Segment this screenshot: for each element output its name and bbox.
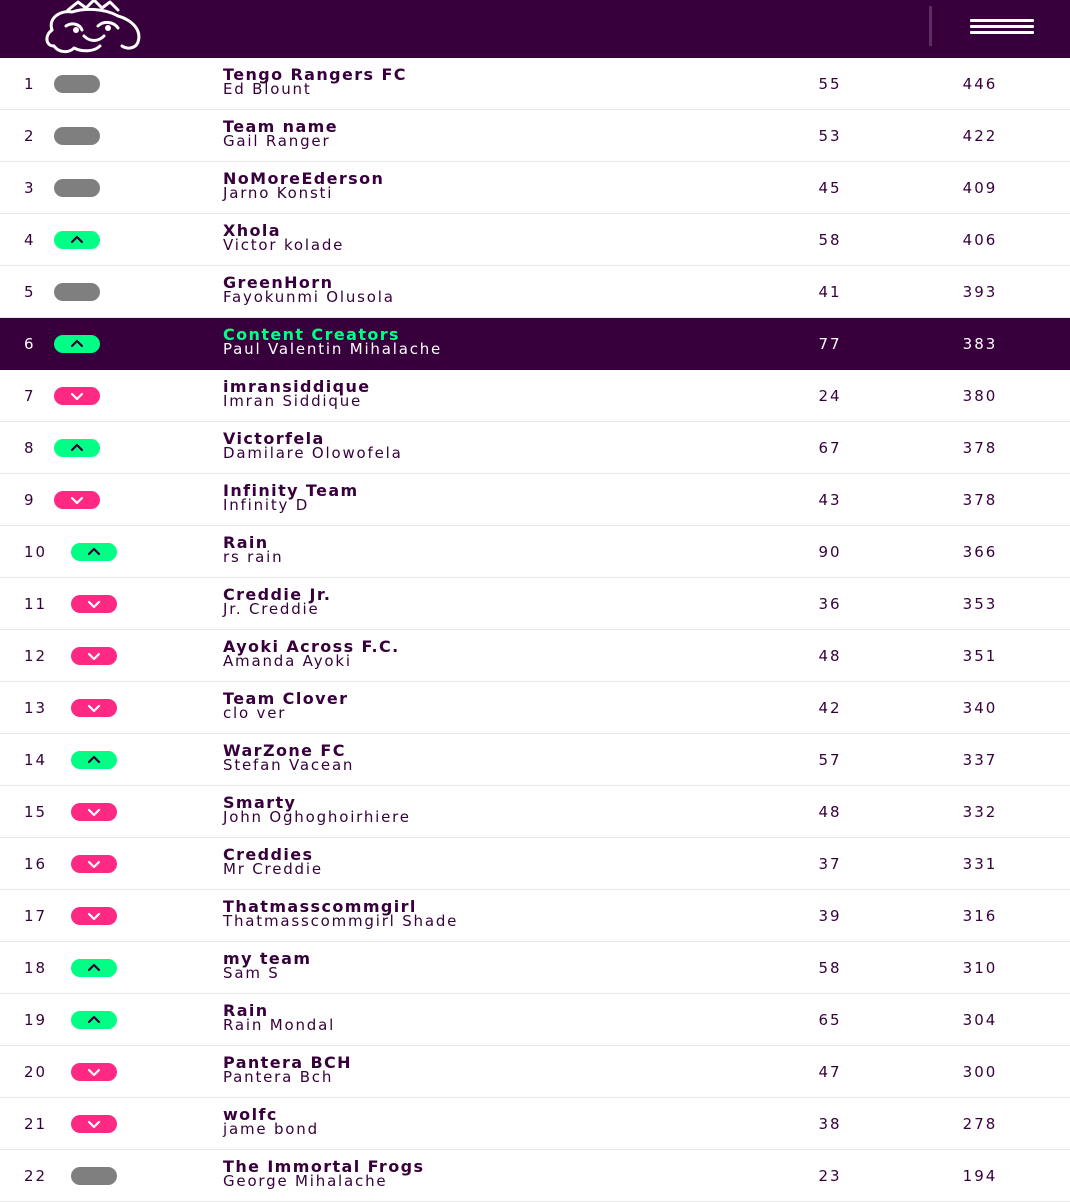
- team-info[interactable]: [223, 951, 783, 981]
- manager-name: Sam S: [223, 964, 280, 982]
- standings-row[interactable]: [0, 422, 1070, 474]
- rank-up-icon: [71, 1011, 117, 1029]
- team-name[interactable]: Tengo Rangers FC: [223, 65, 407, 84]
- total-points: 300: [962, 1063, 998, 1081]
- standings-row[interactable]: [0, 58, 1070, 110]
- rank-down-icon: [54, 387, 100, 405]
- manager-name: Rain Mondal: [223, 1016, 336, 1034]
- standings-row[interactable]: [0, 526, 1070, 578]
- total-points: 331: [962, 855, 998, 873]
- standings-row[interactable]: [0, 734, 1070, 786]
- rank-down-icon: [54, 491, 100, 509]
- total-points: 332: [962, 803, 998, 821]
- rank-number: 5: [24, 283, 36, 301]
- rank-down-icon: [71, 699, 117, 717]
- standings-row[interactable]: [0, 838, 1070, 890]
- team-info[interactable]: [223, 223, 783, 253]
- team-name[interactable]: Team Clover: [223, 689, 349, 708]
- team-name[interactable]: Rain: [223, 533, 269, 552]
- team-name[interactable]: WarZone FC: [223, 741, 346, 760]
- rank-up-icon: [71, 751, 117, 769]
- standings-row[interactable]: [0, 318, 1070, 370]
- rank-number: 17: [24, 907, 48, 925]
- gameweek-points: 45: [818, 179, 842, 197]
- team-name[interactable]: Xhola: [223, 221, 281, 240]
- gameweek-points: 37: [818, 855, 842, 873]
- team-name[interactable]: Smarty: [223, 793, 297, 812]
- gameweek-points: 57: [818, 751, 842, 769]
- rank-number: 1: [24, 75, 36, 93]
- team-info[interactable]: [223, 67, 783, 97]
- manager-name: Victor kolade: [223, 236, 345, 254]
- team-info[interactable]: [223, 379, 783, 409]
- team-info[interactable]: [223, 119, 783, 149]
- rank-number: 16: [24, 855, 48, 873]
- hamburger-menu-icon[interactable]: [970, 17, 1034, 37]
- team-name[interactable]: Content Creators: [223, 325, 400, 344]
- team-info[interactable]: [223, 743, 783, 773]
- total-points: 337: [962, 751, 998, 769]
- total-points: 383: [962, 335, 998, 353]
- rank-number: 19: [24, 1011, 48, 1029]
- rank-number: 12: [24, 647, 48, 665]
- gameweek-points: 55: [818, 75, 842, 93]
- team-name[interactable]: Creddie Jr.: [223, 585, 332, 604]
- team-name[interactable]: GreenHorn: [223, 273, 334, 292]
- rank-up-icon: [71, 543, 117, 561]
- manager-name: Imran Siddique: [223, 392, 363, 410]
- team-info[interactable]: [223, 899, 783, 929]
- header-divider: [929, 6, 932, 46]
- manager-name: George Mihalache: [223, 1172, 388, 1190]
- standings-row[interactable]: [0, 266, 1070, 318]
- rank-number: 2: [24, 127, 36, 145]
- league-standings-table: [0, 58, 1070, 1202]
- gameweek-points: 90: [818, 543, 842, 561]
- gameweek-points: 41: [818, 283, 842, 301]
- team-info[interactable]: [223, 1107, 783, 1137]
- manager-name: Stefan Vacean: [223, 756, 355, 774]
- standings-row[interactable]: [0, 942, 1070, 994]
- rank-number: 9: [24, 491, 36, 509]
- manager-name: Damilare Olowofela: [223, 444, 403, 462]
- team-info[interactable]: [223, 483, 783, 513]
- standings-row[interactable]: [0, 682, 1070, 734]
- manager-name: Jr. Creddie: [223, 600, 320, 618]
- rank-up-icon: [54, 335, 100, 353]
- rank-unchanged-icon: [54, 179, 100, 197]
- standings-row[interactable]: [0, 370, 1070, 422]
- gameweek-points: 36: [818, 595, 842, 613]
- standings-row[interactable]: [0, 1098, 1070, 1150]
- standings-row[interactable]: [0, 786, 1070, 838]
- manager-name: jame bond: [223, 1120, 319, 1138]
- manager-name: Infinity D: [223, 496, 310, 514]
- team-info[interactable]: [223, 691, 783, 721]
- total-points: 378: [962, 491, 998, 509]
- gameweek-points: 58: [818, 959, 842, 977]
- standings-row[interactable]: [0, 630, 1070, 682]
- total-points: 340: [962, 699, 998, 717]
- team-name[interactable]: my team: [223, 949, 312, 968]
- team-name[interactable]: Victorfela: [223, 429, 325, 448]
- rank-number: 10: [24, 543, 48, 561]
- top-navigation-bar: [0, 0, 1070, 60]
- rank-down-icon: [71, 595, 117, 613]
- rank-down-icon: [71, 855, 117, 873]
- gameweek-points: 23: [818, 1167, 842, 1185]
- team-name[interactable]: imransiddique: [223, 377, 371, 396]
- rank-number: 8: [24, 439, 36, 457]
- gameweek-points: 67: [818, 439, 842, 457]
- manager-name: rs rain: [223, 548, 284, 566]
- gameweek-points: 53: [818, 127, 842, 145]
- team-info[interactable]: [223, 1055, 783, 1085]
- team-name[interactable]: Infinity Team: [223, 481, 359, 500]
- manager-name: Paul Valentin Mihalache: [223, 340, 443, 358]
- gameweek-points: 47: [818, 1063, 842, 1081]
- team-info[interactable]: [223, 535, 783, 565]
- total-points: 353: [962, 595, 998, 613]
- team-info[interactable]: [223, 795, 783, 825]
- gameweek-points: 38: [818, 1115, 842, 1133]
- gameweek-points: 77: [818, 335, 842, 353]
- team-name[interactable]: Rain: [223, 1001, 269, 1020]
- total-points: 194: [962, 1167, 998, 1185]
- team-name[interactable]: Team name: [223, 117, 338, 136]
- gameweek-points: 42: [818, 699, 842, 717]
- team-info[interactable]: [223, 587, 783, 617]
- total-points: 393: [962, 283, 998, 301]
- standings-row[interactable]: [0, 214, 1070, 266]
- total-points: 316: [962, 907, 998, 925]
- manager-name: Jarno Konsti: [223, 184, 334, 202]
- rank-unchanged-icon: [54, 75, 100, 93]
- gameweek-points: 48: [818, 647, 842, 665]
- manager-name: John Oghoghoirhiere: [223, 808, 411, 826]
- total-points: 409: [962, 179, 998, 197]
- team-info[interactable]: [223, 171, 783, 201]
- rank-number: 11: [24, 595, 48, 613]
- team-name[interactable]: Ayoki Across F.C.: [223, 637, 400, 656]
- rank-down-icon: [71, 1063, 117, 1081]
- rank-down-icon: [71, 907, 117, 925]
- total-points: 422: [962, 127, 998, 145]
- team-name[interactable]: Pantera BCH: [223, 1053, 352, 1072]
- total-points: 380: [962, 387, 998, 405]
- gameweek-points: 43: [818, 491, 842, 509]
- rank-up-icon: [54, 439, 100, 457]
- manager-name: Mr Creddie: [223, 860, 323, 878]
- rank-number: 7: [24, 387, 36, 405]
- rank-unchanged-icon: [54, 127, 100, 145]
- rank-up-icon: [54, 231, 100, 249]
- team-name[interactable]: wolfc: [223, 1105, 278, 1124]
- team-info[interactable]: [223, 1159, 783, 1189]
- manager-name: Fayokunmi Olusola: [223, 288, 395, 306]
- total-points: 446: [962, 75, 998, 93]
- gameweek-points: 24: [818, 387, 842, 405]
- total-points: 351: [962, 647, 998, 665]
- rank-number: 22: [24, 1167, 48, 1185]
- standings-row[interactable]: [0, 890, 1070, 942]
- standings-row[interactable]: [0, 110, 1070, 162]
- standings-row[interactable]: [0, 994, 1070, 1046]
- rank-down-icon: [71, 647, 117, 665]
- rank-number: 14: [24, 751, 48, 769]
- rank-up-icon: [71, 959, 117, 977]
- standings-row[interactable]: [0, 474, 1070, 526]
- manager-name: Pantera Bch: [223, 1068, 334, 1086]
- team-info[interactable]: [223, 275, 783, 305]
- total-points: 304: [962, 1011, 998, 1029]
- rank-unchanged-icon: [71, 1167, 117, 1185]
- gameweek-points: 65: [818, 1011, 842, 1029]
- team-name[interactable]: NoMoreEderson: [223, 169, 385, 188]
- standings-row[interactable]: [0, 1046, 1070, 1098]
- rank-number: 15: [24, 803, 48, 821]
- team-name[interactable]: Creddies: [223, 845, 314, 864]
- rank-number: 3: [24, 179, 36, 197]
- manager-name: clo ver: [223, 704, 287, 722]
- standings-row[interactable]: [0, 1150, 1070, 1202]
- total-points: 406: [962, 231, 998, 249]
- rank-number: 13: [24, 699, 48, 717]
- standings-row[interactable]: [0, 162, 1070, 214]
- team-info[interactable]: [223, 431, 783, 461]
- team-info[interactable]: [223, 1003, 783, 1033]
- rank-number: 20: [24, 1063, 48, 1081]
- team-info[interactable]: [223, 847, 783, 877]
- gameweek-points: 58: [818, 231, 842, 249]
- standings-row[interactable]: [0, 578, 1070, 630]
- rank-down-icon: [71, 803, 117, 821]
- team-name[interactable]: The Immortal Frogs: [223, 1157, 425, 1176]
- rank-number: 18: [24, 959, 48, 977]
- rank-number: 21: [24, 1115, 48, 1133]
- team-name[interactable]: Thatmasscommgirl: [223, 897, 417, 916]
- gameweek-points: 48: [818, 803, 842, 821]
- team-info[interactable]: [223, 327, 783, 357]
- rank-unchanged-icon: [54, 283, 100, 301]
- total-points: 310: [962, 959, 998, 977]
- manager-name: Amanda Ayoki: [223, 652, 352, 670]
- total-points: 278: [962, 1115, 998, 1133]
- manager-name: Gail Ranger: [223, 132, 331, 150]
- manager-name: Ed Blount: [223, 80, 312, 98]
- total-points: 378: [962, 439, 998, 457]
- rank-number: 4: [24, 231, 36, 249]
- gameweek-points: 39: [818, 907, 842, 925]
- rank-down-icon: [71, 1115, 117, 1133]
- manager-name: Thatmasscommgirl Shade: [223, 912, 459, 930]
- premier-league-lion-icon[interactable]: [38, 0, 146, 56]
- team-info[interactable]: [223, 639, 783, 669]
- rank-number: 6: [24, 335, 36, 353]
- total-points: 366: [962, 543, 998, 561]
